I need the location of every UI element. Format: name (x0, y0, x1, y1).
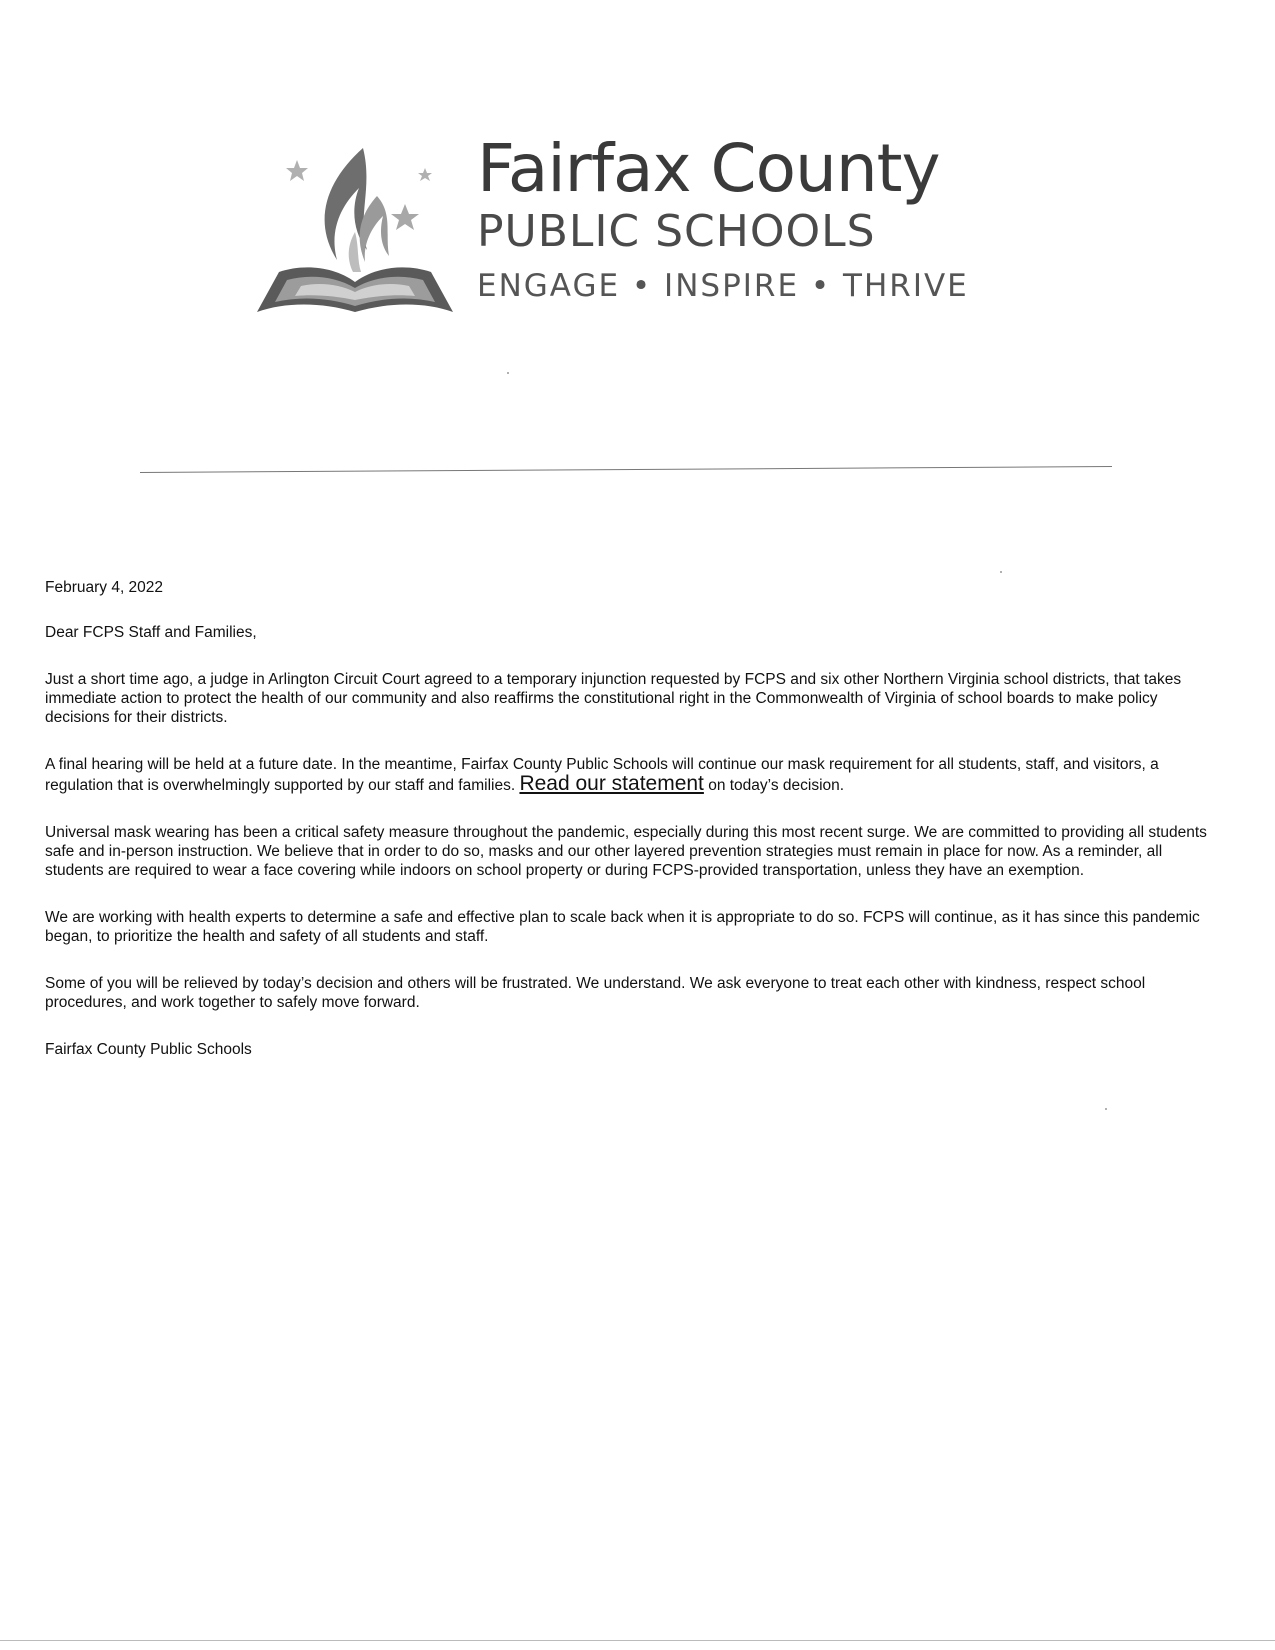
paragraph-kindness: Some of you will be relieved by today’s decision and others will be frustrated. We understand. We ask everyone to treat each other with kindness, respect school procedures, and work together to safely move forward. (45, 975, 1146, 1011)
letter-body (45, 578, 1215, 1087)
header-divider (140, 466, 1112, 473)
read-statement-link[interactable]: Read our statement (519, 772, 704, 795)
letter-signature: Fairfax County Public Schools (45, 1041, 252, 1058)
paragraph-injunction: Just a short time ago, a judge in Arlington Circuit Court agreed to a temporary injunction requested by FCPS and six other Northern Virginia school districts, that takes immediate action to protect the health of our community and also reaffirms the constitutional right in the Commonwealth of Virginia of school boards to make policy decisions for their districts. (45, 671, 1182, 726)
star-icon (418, 168, 432, 181)
letter-date: February 4, 2022 (45, 579, 164, 596)
paragraph-final-hearing (45, 755, 1215, 795)
fcps-logo (255, 132, 1015, 332)
star-icon (286, 160, 308, 181)
letter-greeting: Dear FCPS Staff and Families, (45, 624, 257, 641)
logo-wordmark (477, 132, 1017, 306)
page-bottom-edge (0, 1640, 1275, 1641)
scan-speck (1000, 571, 1002, 573)
district-name: Fairfax County (477, 130, 940, 207)
paragraph-final-hearing-suffix: on today’s decision. (708, 777, 845, 794)
paragraph-mask-wearing: Universal mask wearing has been a critical safety measure throughout the pandemic, especially during this most recent surge. We are committed to providing all students safe and in-person instruction. We believe that in order to do so, masks and our other layered prevention strategies must remain in place for now. As a reminder, all students are required to wear a face covering while indoors on school property or during FCPS-provided transportation, unless they have an exemption. (45, 824, 1207, 879)
scan-speck (507, 372, 509, 374)
paragraph-final-hearing-text: A final hearing will be held at a future date. In the meantime, Fairfax County Public Schools will continue our mask requirement for all students, staff, and visitors, a regulation that is overwhelmingly supported by our staff and families. (45, 756, 1159, 794)
star-icon (391, 204, 419, 230)
paragraph-health-experts: We are working with health experts to determine a safe and effective plan to scale back when it is appropriate to do so. FCPS will continue, as it has since this pandemic began, to prioritize the health and safety of all students and staff. (45, 909, 1200, 945)
district-type: PUBLIC SCHOOLS (477, 206, 876, 257)
scan-speck (1105, 1108, 1107, 1110)
tagline: ENGAGE • INSPIRE • THRIVE (477, 268, 969, 304)
flame-book-emblem-icon (255, 142, 455, 317)
